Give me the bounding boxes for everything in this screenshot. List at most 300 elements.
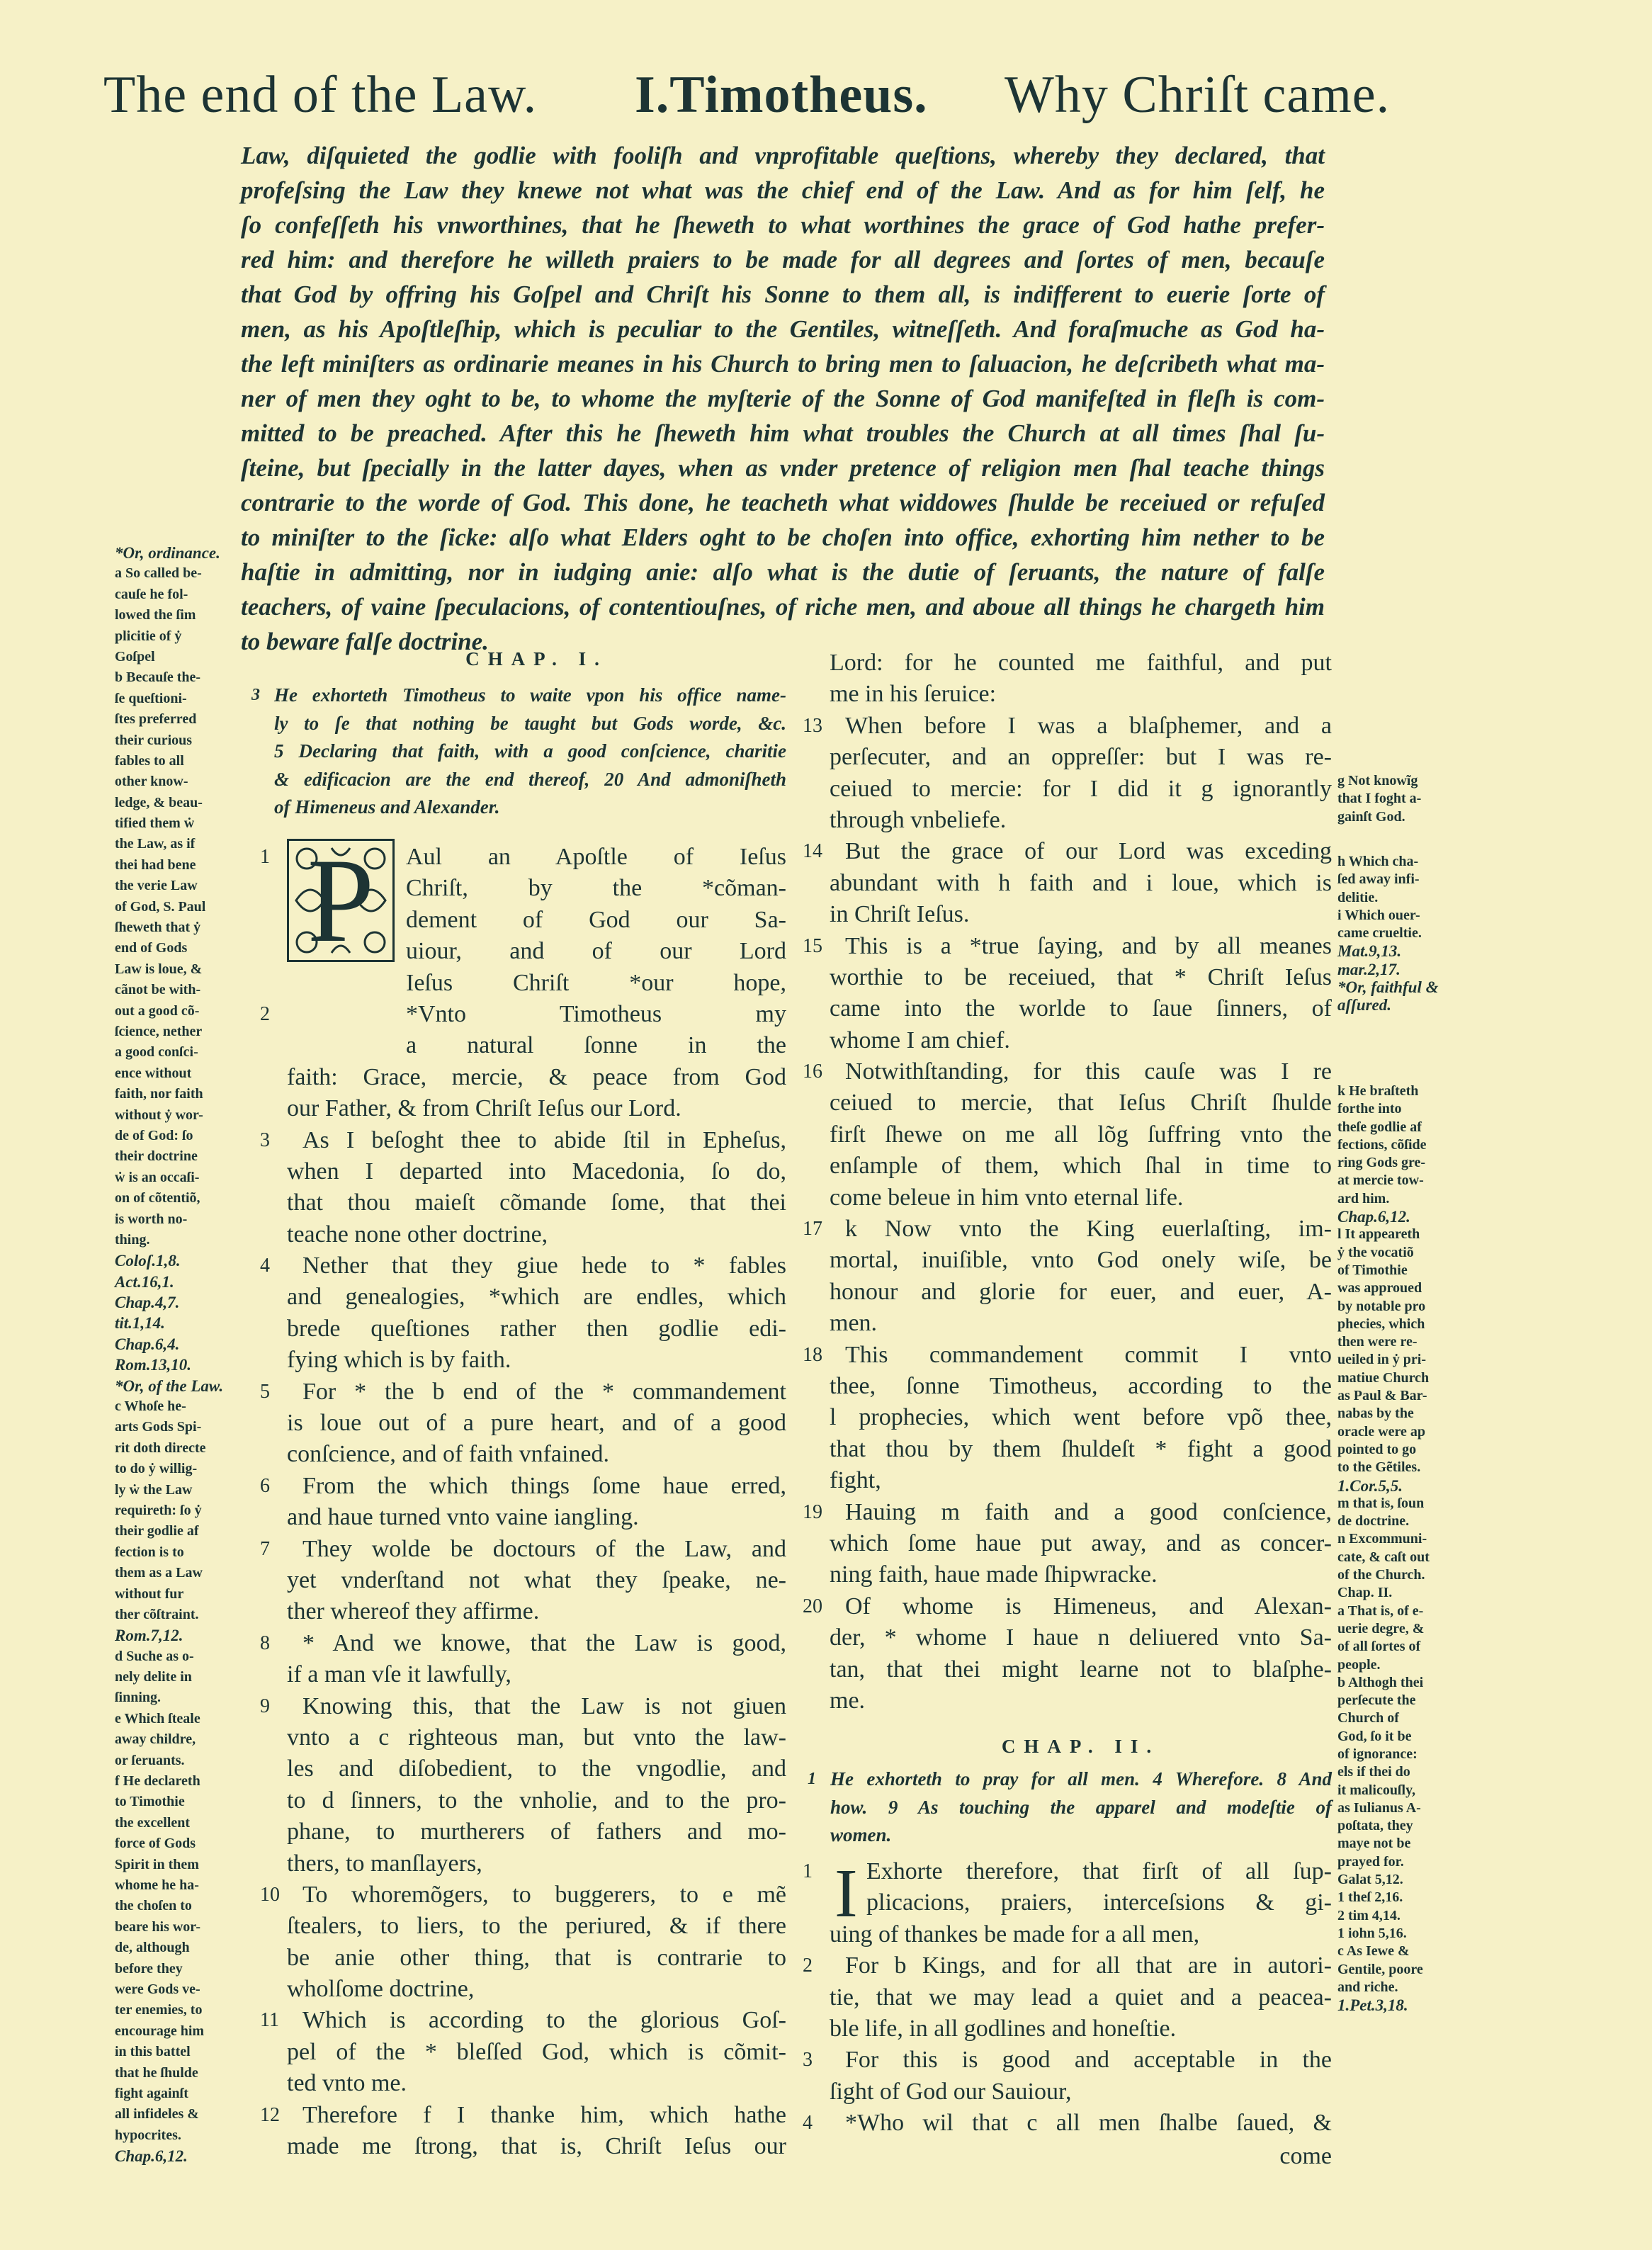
text-line	[260, 2005, 786, 2036]
text-line-text: ted vnto me.	[287, 2070, 407, 2097]
summary-line-text: He exhorteth Timotheus to waite vpon his office name-	[274, 684, 786, 706]
text-line-text: our Father, & from Chriſt Ieſus our Lord.	[287, 1095, 681, 1122]
margin-note-line	[1337, 1728, 1456, 1746]
text-line	[260, 1471, 786, 1502]
right-margin-notes-h	[1337, 853, 1456, 1014]
text-line-text: plicacions, praiers, interceſsions & gi-	[866, 1889, 1332, 1916]
margin-note-line	[1337, 1638, 1456, 1656]
text-line	[830, 1087, 1332, 1119]
text-line	[260, 1534, 786, 1565]
argument-line-text: Law, diſquieted the godlie with fooliſh and vnprofitable queſtions, whereby they declared, that	[241, 142, 1325, 169]
chapter-2-heading: CHAP. II.	[1001, 1736, 1160, 1757]
margin-note-line-text: oracle were ap	[1337, 1423, 1426, 1440]
text-line-text: les and diſobedient, to the vngodlie, and	[287, 1756, 786, 1782]
margin-note-line	[1337, 1136, 1456, 1154]
text-line-text: to d ſinners, to the vnholie, and to the pro-	[287, 1787, 786, 1814]
margin-note-line	[1337, 1853, 1456, 1871]
margin-note-line	[115, 1480, 241, 1500]
margin-note-line	[1337, 1961, 1456, 1979]
margin-note-line	[1337, 978, 1456, 996]
margin-note-line	[115, 1542, 241, 1563]
margin-note-line	[115, 1146, 241, 1167]
margin-note-line-text: perſecute the	[1337, 1692, 1416, 1709]
text-line-text: tie, that we may lead a quiet and a peacea-	[830, 1984, 1332, 2011]
margin-note-line-text: away childre,	[115, 1731, 196, 1748]
margin-note-line	[115, 1896, 241, 1916]
margin-note-line	[115, 1063, 241, 1084]
text-line-text: * And we knowe, that the Law is good,	[302, 1629, 786, 1656]
margin-note-line-text: ledge, & beau-	[115, 794, 203, 810]
margin-note-line-text: uerie degre, &	[1337, 1620, 1425, 1636]
margin-note-line-text: Spirit in them	[115, 1856, 199, 1872]
margin-note-line	[1337, 1477, 1456, 1495]
margin-note-line-text: cauſe he fol-	[115, 586, 188, 602]
text-line	[260, 1628, 786, 1659]
text-line	[830, 1025, 1332, 1056]
margin-note-line	[1337, 1871, 1456, 1889]
argument-line	[241, 416, 1325, 451]
text-line	[803, 1340, 1332, 1371]
margin-note-line	[1337, 853, 1456, 871]
text-line-text: For * the b end of the * commandement	[302, 1378, 786, 1405]
margin-note-line	[1337, 1190, 1456, 1208]
margin-note-line-text: at mercie tow-	[1337, 1172, 1424, 1189]
argument-line-text: men, as his Apoſtleſhip, which is peculiar to the Gentiles, witneſſeth. And foraſmuche as God ha-	[241, 315, 1325, 343]
margin-note-line-text: people.	[1337, 1656, 1381, 1673]
margin-note-line	[115, 938, 241, 959]
margin-note-line-text: of ignorance:	[1337, 1746, 1418, 1762]
margin-note-line-text: ther cõſtraint.	[115, 1606, 199, 1622]
margin-note-line	[1337, 1602, 1456, 1620]
verse-number: 18	[803, 1343, 822, 1366]
text-line	[830, 1277, 1332, 1308]
margin-note-line-text: beare his wor-	[115, 1918, 201, 1935]
margin-note-line	[1337, 1316, 1456, 1333]
margin-note-line	[115, 1688, 241, 1708]
text-line-text: teache none other doctrine,	[287, 1221, 548, 1248]
margin-note-line-text: their curious	[115, 732, 193, 748]
margin-note-line-text: nabas by the	[1337, 1406, 1414, 1422]
text-line-text: Knowing this, that the Law is not giuen	[302, 1692, 786, 1719]
text-line-text: perſecuter, and an oppreſſer: but I was re-	[830, 744, 1332, 771]
margin-note-line	[115, 980, 241, 1000]
margin-note-line	[115, 1729, 241, 1750]
margin-note-line	[115, 1500, 241, 1521]
margin-note-line-text: is worth no-	[115, 1211, 188, 1227]
text-line-text: For this is good and acceptable in the	[845, 2047, 1332, 2074]
margin-note-line	[115, 1188, 241, 1209]
text-line-text: that thou by them ſhuldeſt * fight a good	[830, 1435, 1332, 1462]
text-line-text: made me ſtrong, that is, Chriſt Ieſus our	[287, 2133, 786, 2160]
margin-note-line-text: plicitie of ẏ	[115, 628, 182, 644]
margin-note-line	[115, 647, 241, 667]
margin-note-line	[1337, 1459, 1456, 1476]
text-line-text: Ieſus Chriſt *our hope,	[406, 969, 786, 996]
margin-note-line-text: ter enemies, to	[115, 2002, 203, 2018]
margin-note-line-text: of the Church.	[1337, 1567, 1425, 1583]
text-line-text: From the which things ſome haue erred,	[302, 1472, 786, 1499]
margin-note-line	[1337, 1943, 1456, 1960]
margin-note-line	[1337, 808, 1456, 826]
margin-note-line-text: m that is, ſoun	[1337, 1495, 1425, 1511]
argument-line-text: red him: and therefore he willeth praiers to be made for all degrees and ſortes of men, becauſe	[241, 246, 1325, 273]
margin-note-line-text: or ſeruants.	[115, 1752, 185, 1768]
margin-note-line-text: to do ẏ willig-	[115, 1461, 198, 1477]
text-line	[830, 2013, 1332, 2045]
margin-note-line-text: the excellent	[115, 1814, 191, 1831]
margin-note-line	[1337, 1549, 1456, 1566]
margin-note-line	[115, 1230, 241, 1250]
margin-note-line-text: their doctrine	[115, 1148, 198, 1165]
margin-note-line	[115, 1833, 241, 1854]
text-line	[830, 1434, 1332, 1465]
summary-line-text: & edificacion are the end thereof, 20 And admoniſheth	[274, 768, 786, 790]
margin-note-line-text: ueiled in ẏ pri-	[1337, 1352, 1427, 1368]
chapter-2-text	[803, 1856, 1332, 2139]
text-line	[260, 1250, 786, 1282]
text-line	[803, 1214, 1332, 1245]
margin-note-line-text: the choſen to	[115, 1898, 192, 1914]
text-line	[287, 1911, 786, 1942]
argument-line-text: contrarie to the worde of God. This done, he teacheth what widdowes ſhulde be receiued or refuſed	[241, 489, 1325, 516]
argument-line	[241, 451, 1325, 485]
chapter-1-summary	[251, 682, 786, 822]
text-line	[830, 1182, 1332, 1214]
margin-note-line	[115, 917, 241, 938]
verse-number: 13	[803, 714, 822, 737]
text-line	[803, 711, 1332, 742]
margin-note-line	[115, 563, 241, 584]
text-line-text: phane, to murtherers of fathers and mo-	[287, 1819, 786, 1845]
margin-note-line	[115, 1355, 241, 1375]
verse-number: 3	[803, 2049, 813, 2071]
summary-line	[251, 682, 786, 710]
argument-line	[241, 520, 1325, 555]
margin-note-line	[115, 1709, 241, 1729]
text-line-text: *Who wil that c all men ſhalbe ſaued, &	[845, 2110, 1332, 2137]
margin-note-line	[115, 2146, 241, 2166]
text-line-text: Exhorte therefore, that firſt of all ſup-	[866, 1858, 1332, 1884]
verse-number: 14	[803, 840, 822, 863]
text-line-text: thee, ſonne Timotheus, according to the	[830, 1372, 1332, 1399]
chapter-1-heading: CHAP. I.	[465, 648, 608, 669]
initial-letter: P	[307, 834, 375, 967]
margin-note-line	[1337, 1208, 1456, 1226]
text-line-text: brede queſtiones rather then godlie edi-	[287, 1315, 786, 1342]
running-head-left: The end of the Law.	[103, 66, 538, 124]
margin-note-line-text: de of God: ſo	[115, 1127, 193, 1143]
margin-note-line-text: Chap.6,12.	[115, 2147, 188, 2166]
text-line-text: As I beſoght thee to abide ſtil in Epheſus,	[302, 1126, 786, 1153]
text-line-text: This commandement commit I vnto	[845, 1341, 1332, 1368]
argument-line-text: ſo confeſſeth his vnworthines, that he ſheweth to what worthines the grace of God hathe prefer-	[241, 211, 1325, 239]
text-line-text: vnto a c righteous man, but vnto the law-	[287, 1724, 786, 1751]
margin-note-line	[1337, 1226, 1456, 1243]
margin-note-line-text: Chap. II.	[1337, 1585, 1393, 1601]
text-line	[830, 774, 1332, 805]
text-line-text: But the grace of our Lord was exceding	[845, 838, 1332, 865]
text-line	[287, 1313, 786, 1345]
text-line	[287, 1753, 786, 1785]
text-line-text: l prophecies, which went before vpõ thee,	[830, 1404, 1332, 1431]
margin-note-line-text: 1 iohn 5,16.	[1337, 1925, 1407, 1941]
margin-note-line-text: h Which cha-	[1337, 854, 1419, 869]
margin-note-line-text: it malicouſly,	[1337, 1782, 1415, 1798]
margin-note-line-text: a That is, of e-	[1337, 1602, 1424, 1619]
verse-number: 4	[803, 2112, 813, 2135]
margin-note-line	[1337, 1979, 1456, 1996]
margin-note-line-text: ard him.	[1337, 1190, 1390, 1206]
verse-number: 6	[260, 1474, 270, 1497]
text-line	[260, 999, 786, 1030]
margin-note-line	[1337, 1584, 1456, 1602]
text-line-text: came into the worlde to ſaue ſinners, of	[830, 995, 1332, 1022]
margin-note-line-text: 1 theſ 2,16.	[1337, 1889, 1403, 1906]
margin-note-line-text: fables to all	[115, 752, 184, 769]
text-line-text: ſight of God our Sauiour,	[830, 2078, 1072, 2105]
margin-note-line-text: delitie.	[1337, 889, 1379, 905]
margin-note-line-text: rit doth directe	[115, 1440, 206, 1456]
margin-note-line	[1337, 1763, 1456, 1781]
margin-note-line	[115, 1459, 241, 1479]
margin-note-line-text: the Law, as if	[115, 836, 196, 852]
summary-line-text: 5 Declaring that faith, with a good conſcience, charitie	[274, 740, 786, 762]
text-line-text: ſtealers, to liers, to the periured, & if there	[287, 1913, 786, 1940]
margin-note-line	[1337, 1387, 1456, 1405]
text-line-text: in Chriſt Ieſus.	[830, 901, 970, 928]
margin-note-line	[115, 1126, 241, 1146]
summary-line-text: women.	[830, 1824, 892, 1845]
margin-note-line	[115, 2042, 241, 2062]
margin-note-line	[1337, 772, 1456, 790]
margin-note-line-text: els if thei do	[1337, 1764, 1410, 1780]
margin-note-line	[1337, 1907, 1456, 1925]
margin-note-line-text: d Suche as o-	[115, 1648, 194, 1664]
margin-note-line-text: thei had bene	[115, 857, 196, 873]
margin-note-line	[1337, 1154, 1456, 1172]
chapter-2-summary	[808, 1765, 1332, 1850]
text-line	[830, 742, 1332, 773]
text-line	[287, 968, 786, 999]
margin-note-line-text: before they	[115, 1960, 183, 1977]
text-line	[830, 1119, 1332, 1151]
text-line	[830, 1402, 1332, 1433]
text-line-text: mortal, inuiſible, vnto God onely wiſe, be	[830, 1247, 1332, 1274]
margin-note-line	[1337, 1925, 1456, 1943]
argument-line-text: to miniſter to the ſicke: alſo what Elders oght to be choſen into office, exhorting him nether to be	[241, 524, 1325, 551]
margin-note-line	[115, 834, 241, 854]
margin-note-line-text: force of Gods	[115, 1836, 196, 1852]
margin-note-line-text: were Gods ve-	[115, 1981, 200, 1997]
text-line	[287, 905, 786, 936]
text-line-text: der, * whome I haue n deliuered vnto Sa-	[830, 1624, 1332, 1651]
text-line-text: is loue out of a pure heart, and of a good	[287, 1410, 786, 1437]
right-margin-notes-k	[1337, 1082, 1456, 2014]
margin-note-line	[115, 793, 241, 813]
text-line	[287, 1345, 786, 1376]
text-line	[287, 1565, 786, 1596]
margin-note-line-text: tit.1,14.	[115, 1314, 165, 1333]
text-line	[287, 1156, 786, 1187]
margin-note-line-text: Coloſ.1,8.	[115, 1252, 181, 1270]
margin-note-line-text: phecies, which	[1337, 1316, 1425, 1332]
margin-note-line	[115, 2000, 241, 2020]
text-line	[260, 842, 786, 873]
verse-number: 15	[803, 934, 822, 957]
margin-note-line	[115, 626, 241, 647]
text-line-text: To whoremõgers, to buggerers, to e mẽ	[302, 1881, 786, 1908]
verse-number: 11	[260, 2009, 279, 2032]
text-line	[287, 1030, 786, 1061]
text-line-text: fying which is by faith.	[287, 1347, 511, 1374]
margin-note-line	[1337, 1692, 1456, 1709]
text-line	[830, 1245, 1332, 1276]
margin-note-line	[1337, 1279, 1456, 1297]
margin-note-line	[115, 1751, 241, 1771]
text-line	[287, 1502, 786, 1533]
margin-note-line	[115, 1979, 241, 2000]
text-line-text: men.	[830, 1310, 878, 1337]
text-line-text: Of whome is Himeneus, and Alexan-	[845, 1593, 1332, 1619]
verse-number: 17	[803, 1218, 822, 1240]
text-line	[287, 936, 786, 967]
summary-line	[259, 766, 786, 794]
summary-line	[808, 1765, 1332, 1794]
margin-note-line-text: as Paul & Bar-	[1337, 1388, 1427, 1404]
text-line	[830, 1685, 1332, 1717]
text-line	[287, 1219, 786, 1250]
text-line-text: yet vnderſtand not what they ſpeake, ne-	[287, 1566, 786, 1593]
margin-note-line	[115, 1625, 241, 1646]
margin-note-line-text: ſheweth that ẏ	[115, 920, 201, 936]
margin-note-line	[1337, 907, 1456, 925]
verse-number: 3	[260, 1129, 270, 1151]
verse-number: 19	[803, 1500, 822, 1523]
margin-note-line-text: a good conſci-	[115, 1044, 198, 1061]
margin-note-line-text: Gentile, poore	[1337, 1961, 1423, 1977]
margin-note-line-text: all infideles &	[115, 2106, 199, 2122]
text-line	[287, 1062, 786, 1093]
summary-line	[259, 737, 786, 766]
margin-note-line	[115, 1417, 241, 1437]
verse-number: 2	[260, 1002, 270, 1025]
margin-note-line	[1337, 1423, 1456, 1441]
margin-note-line-text: *Or, of the Law.	[115, 1376, 224, 1395]
margin-note-line	[115, 1875, 241, 1896]
margin-note-line-text: of all ſortes of	[1337, 1639, 1421, 1655]
margin-note-line-text: ſtes preferred	[115, 711, 197, 728]
margin-note-line-text: of God, S. Paul	[115, 898, 206, 915]
margin-note-line-text: e Which ſteale	[115, 1710, 200, 1726]
margin-note-line	[1337, 1441, 1456, 1459]
margin-note-line-text: ẇ is an occaſi-	[115, 1169, 200, 1185]
margin-note-line	[1337, 961, 1456, 978]
text-line-text: ceiued to mercie: for I did it g ignorantly	[830, 775, 1332, 802]
text-line	[830, 1151, 1332, 1182]
margin-note-line-text: Rom.7,12.	[115, 1627, 183, 1645]
margin-note-line	[115, 897, 241, 917]
text-line	[803, 1497, 1332, 1528]
text-line	[287, 1282, 786, 1313]
margin-note-line-text: matiue Church	[1337, 1369, 1430, 1386]
margin-note-line	[1337, 1746, 1456, 1763]
text-line	[260, 2100, 786, 2131]
argument-line-text: ner of men they oght to be, to whome the myſterie of the Sonne of God manifeſted in fleſh is com-	[241, 385, 1325, 412]
margin-note-line	[115, 2021, 241, 2042]
initial-letter-i: I	[835, 1855, 858, 1932]
text-line-text: ceiued to mercie, that Ieſus Chriſt ſhulde	[830, 1090, 1332, 1116]
text-line-text: Therefore f I thanke him, which hathe	[302, 2101, 786, 2128]
margin-note-line-text: Galat 5,12.	[1337, 1872, 1403, 1888]
margin-note-line-text: l It appeareth	[1337, 1226, 1420, 1243]
text-line-text: me.	[830, 1687, 866, 1714]
margin-note-line	[115, 1813, 241, 1833]
margin-note-line	[115, 1001, 241, 1022]
margin-note-line	[115, 1084, 241, 1104]
verse-number: 1	[808, 1770, 816, 1788]
text-line-text: fight,	[830, 1467, 881, 1494]
text-line	[287, 1943, 786, 1974]
text-line	[287, 1659, 786, 1690]
margin-note-line-text: b Becauſe the-	[115, 669, 201, 686]
text-line	[260, 1879, 786, 1911]
argument-line-text: teachers, of vaine ſpeculacions, of contentiouſnes, of riche men, and aboue all things he chargeth him	[241, 593, 1325, 621]
margin-note-line	[1337, 1566, 1456, 1584]
text-line	[830, 1919, 1332, 1950]
running-head-right: Why Chriſt came.	[1005, 66, 1391, 124]
margin-note-line-text: Law is loue, &	[115, 961, 203, 977]
margin-note-line-text: g Not knowĩg	[1337, 773, 1418, 788]
text-line	[830, 868, 1332, 899]
margin-note-line-text: ſinning.	[115, 1690, 162, 1706]
verse-number: 12	[260, 2103, 280, 2126]
argument-line-text: to beware falſe doctrine.	[241, 628, 489, 655]
text-line	[287, 1093, 786, 1124]
text-line	[287, 1974, 786, 2005]
text-line-text: *Vnto Timotheus my	[406, 1000, 786, 1027]
margin-note-line-text: in this battel	[115, 2044, 191, 2060]
margin-note-line	[115, 1376, 241, 1396]
text-line	[803, 2045, 1332, 2076]
text-line-text: Chriſt, by the *cõman-	[406, 875, 786, 902]
text-line-text: tan, that thei might learne not to blaſphe-	[830, 1656, 1332, 1683]
margin-note-line	[1337, 942, 1456, 960]
margin-note-line	[115, 771, 241, 792]
margin-note-line	[115, 667, 241, 688]
argument-line	[241, 173, 1325, 208]
margin-note-line	[1337, 1835, 1456, 1853]
text-line	[830, 1622, 1332, 1653]
margin-note-line	[115, 1313, 241, 1333]
margin-note-line	[115, 1584, 241, 1605]
margin-note-line	[1337, 871, 1456, 888]
margin-note-line-text: gainſt God.	[1337, 808, 1405, 825]
left-column-text	[260, 834, 786, 2162]
argument-line	[241, 589, 1325, 624]
text-line	[830, 1465, 1332, 1496]
margin-note-line-text: Act.16,1.	[115, 1272, 174, 1291]
text-line	[803, 1591, 1332, 1622]
margin-note-line	[115, 1605, 241, 1625]
margin-note-line	[1337, 1674, 1456, 1692]
summary-line	[259, 710, 786, 738]
summary-line-text: He exhorteth to pray for all men. 4 Wherefore. 8 And	[830, 1768, 1332, 1790]
text-line-text: a natural ſonne in the	[406, 1032, 786, 1059]
margin-note-line	[115, 1209, 241, 1230]
margin-note-line-text: encourage him	[115, 2023, 205, 2039]
margin-note-line-text: maye not be	[1337, 1836, 1411, 1852]
text-line-text: which ſome haue put away, and as concer-	[830, 1530, 1332, 1556]
